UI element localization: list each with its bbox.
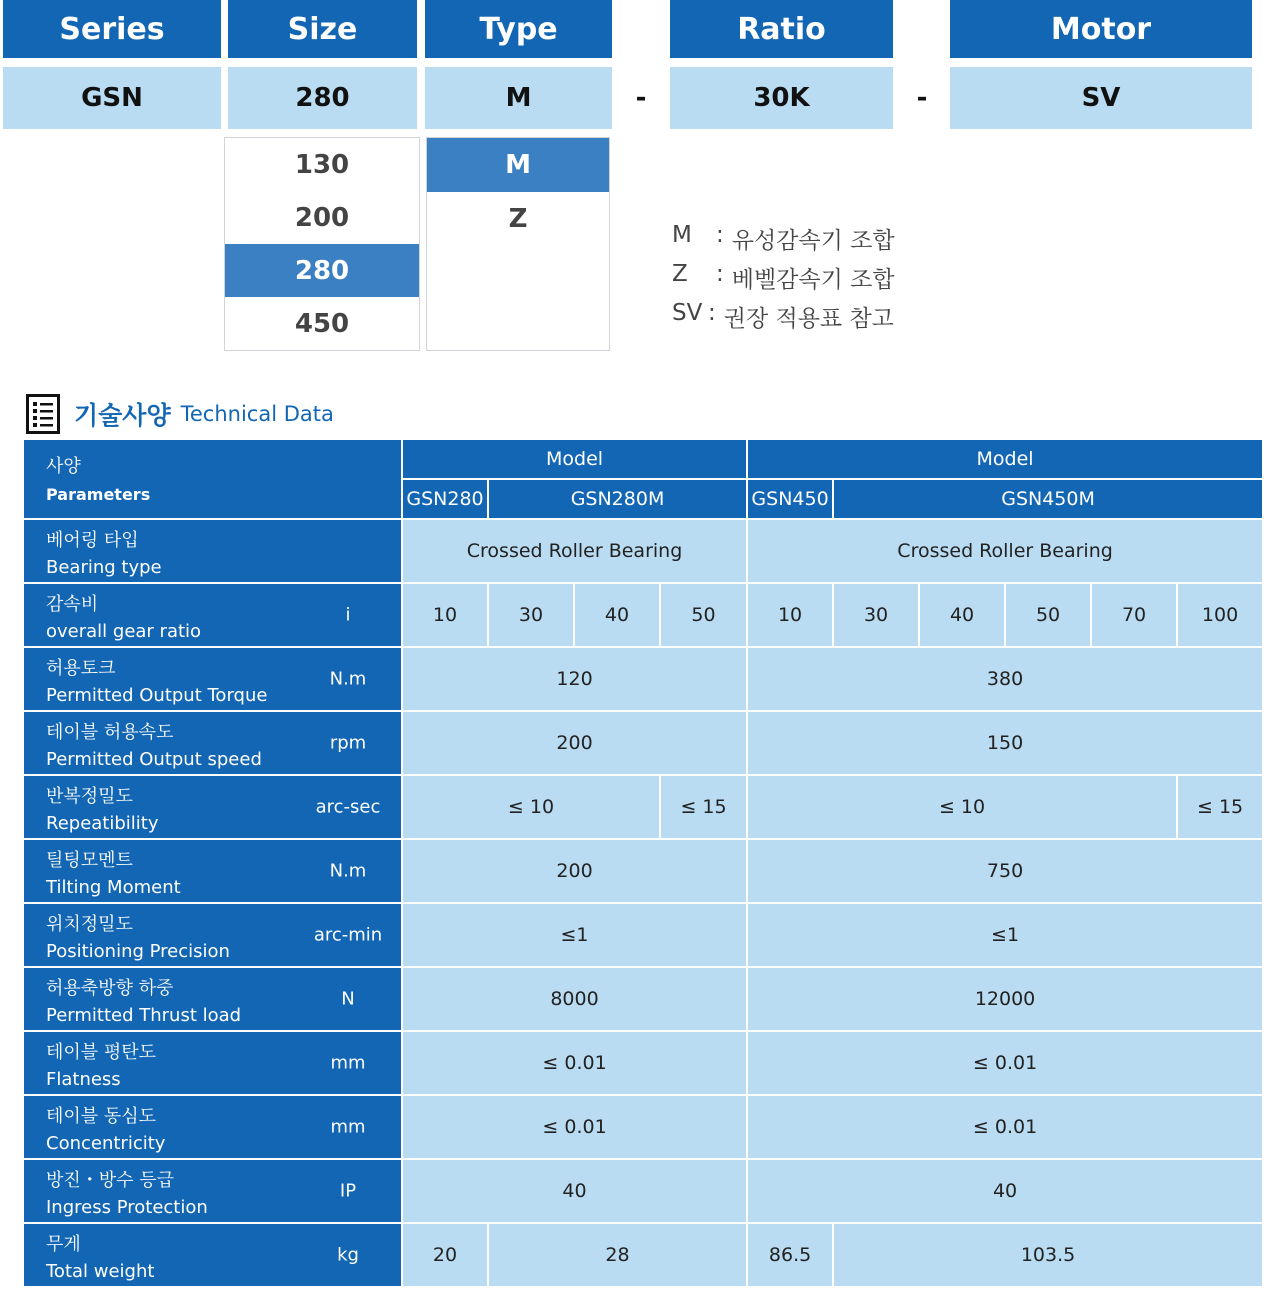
- technical-data-table: [22, 438, 1264, 1288]
- legend-sep: :: [716, 261, 724, 287]
- legend-text: 권장 적용표 참고: [723, 306, 894, 332]
- table-cell: ≤1: [747, 903, 1263, 967]
- param-label-ko: 허용토크: [46, 658, 116, 679]
- param-label-en: Flatness: [46, 1069, 121, 1090]
- size-option[interactable]: 200: [294, 202, 350, 233]
- table-row: [23, 647, 1263, 711]
- table-cell: 30: [833, 583, 919, 647]
- param-label-en: Permitted Output Torque: [46, 685, 268, 706]
- legend-item: [672, 261, 972, 300]
- table-cell: 200: [402, 839, 747, 903]
- param-unit: i: [345, 604, 351, 626]
- legend-sep: :: [716, 222, 724, 248]
- model-header: Model: [402, 439, 747, 479]
- table-cell: Crossed Roller Bearing: [402, 519, 747, 583]
- table-cell: Crossed Roller Bearing: [747, 519, 1263, 583]
- size-options-list: [224, 137, 420, 351]
- size-option[interactable]: 130: [294, 149, 350, 180]
- param-label-en: Ingress Protection: [46, 1197, 208, 1218]
- table-row: [23, 1159, 1263, 1223]
- table-cell: ≤ 0.01: [402, 1031, 747, 1095]
- param-label-en: Repeatibility: [46, 813, 159, 834]
- model-name: GSN280M: [488, 479, 747, 519]
- param-label-en: overall gear ratio: [46, 621, 202, 642]
- type-legend: [672, 222, 972, 339]
- param-label-en: Positioning Precision: [46, 941, 230, 962]
- separator-dash: -: [635, 83, 647, 113]
- legend-item: [672, 222, 972, 261]
- param-unit: arc-sec: [315, 796, 381, 818]
- param-label-en: Total weight: [46, 1261, 155, 1282]
- param-unit: mm: [330, 1116, 366, 1138]
- table-cell: 40: [402, 1159, 747, 1223]
- param-unit: N: [341, 988, 355, 1010]
- param-label-ko: 테이블 허용속도: [46, 722, 174, 743]
- table-cell: ≤ 10: [402, 775, 660, 839]
- parameters-header-en: Parameters: [46, 485, 151, 504]
- legend-item: [672, 300, 972, 339]
- table-cell: 10: [747, 583, 833, 647]
- table-cell: 200: [402, 711, 747, 775]
- motor-header: Motor: [950, 0, 1252, 58]
- size-header: Size: [228, 0, 417, 58]
- param-label: [23, 839, 402, 903]
- table-cell: 8000: [402, 967, 747, 1031]
- param-label-en: Permitted Thrust load: [46, 1005, 242, 1026]
- section-title: [26, 392, 334, 436]
- type-header: Type: [425, 0, 612, 58]
- parameters-header-ko: 사양: [46, 456, 81, 477]
- param-label: [23, 583, 402, 647]
- table-cell: 40: [574, 583, 660, 647]
- param-label-ko: 무게: [46, 1234, 81, 1255]
- table-row: [23, 519, 1263, 583]
- type-options-list: [426, 137, 610, 351]
- legend-sep: :: [708, 300, 716, 326]
- table-cell: ≤ 10: [747, 775, 1177, 839]
- size-value: 280: [228, 67, 417, 129]
- model-header: Model: [747, 439, 1263, 479]
- table-cell: ≤ 0.01: [402, 1095, 747, 1159]
- param-unit: N.m: [329, 668, 367, 690]
- param-label: [23, 711, 402, 775]
- table-cell: 750: [747, 839, 1263, 903]
- param-label-en: Tilting Moment: [46, 877, 181, 898]
- table-cell: ≤ 0.01: [747, 1031, 1263, 1095]
- table-cell: 12000: [747, 967, 1263, 1031]
- section-title-ko: 기술사양: [74, 401, 171, 430]
- param-label: [23, 775, 402, 839]
- series-header: Series: [3, 0, 221, 58]
- series-value: GSN: [3, 67, 221, 129]
- table-cell: 150: [747, 711, 1263, 775]
- table-cell: 30: [488, 583, 574, 647]
- param-label-ko: 베어링 타입: [46, 530, 139, 551]
- param-label: [23, 647, 402, 711]
- table-cell: 70: [1091, 583, 1177, 647]
- param-label: [23, 967, 402, 1031]
- legend-key: Z: [672, 261, 688, 287]
- table-row: [23, 1031, 1263, 1095]
- param-label: [23, 1223, 402, 1287]
- legend-key: M: [672, 222, 692, 248]
- table-cell: 100: [1177, 583, 1263, 647]
- legend-text: 베벨감속기 조합: [731, 267, 895, 293]
- table-cell: 50: [660, 583, 747, 647]
- param-label-en: Permitted Output speed: [46, 749, 262, 770]
- parameters-header: [23, 439, 402, 519]
- table-cell: 120: [402, 647, 747, 711]
- table-row: [23, 1095, 1263, 1159]
- table-cell: 103.5: [833, 1223, 1263, 1287]
- param-unit: IP: [339, 1180, 357, 1202]
- param-label: [23, 1159, 402, 1223]
- table-row: [23, 1223, 1263, 1287]
- param-label-en: Bearing type: [46, 557, 162, 578]
- table-row: [23, 583, 1263, 647]
- param-label-ko: 테이블 동심도: [46, 1106, 157, 1127]
- table-cell: ≤ 15: [660, 775, 747, 839]
- legend-key: SV: [672, 300, 703, 326]
- table-cell: ≤ 15: [1177, 775, 1263, 839]
- motor-value: SV: [950, 67, 1252, 129]
- model-name: GSN450M: [833, 479, 1263, 519]
- table-row: [23, 903, 1263, 967]
- table-cell: 86.5: [747, 1223, 833, 1287]
- ratio-value: 30K: [670, 67, 893, 129]
- param-label-ko: 틸팅모멘트: [46, 850, 133, 871]
- type-option[interactable]: Z: [508, 204, 528, 234]
- type-option-selected[interactable]: M: [427, 138, 609, 192]
- param-label-ko: 위치정밀도: [46, 914, 133, 935]
- param-unit: arc-min: [313, 924, 383, 946]
- size-option-selected[interactable]: 280: [225, 244, 419, 297]
- table-row: [23, 775, 1263, 839]
- table-cell: 28: [488, 1223, 747, 1287]
- table-cell: 40: [919, 583, 1005, 647]
- param-label: [23, 519, 402, 583]
- legend-text: 유성감속기 조합: [731, 228, 895, 254]
- table-cell: 10: [402, 583, 488, 647]
- param-label: [23, 1095, 402, 1159]
- param-label: [23, 903, 402, 967]
- section-title-en: Technical Data: [180, 402, 334, 426]
- table-row: [23, 967, 1263, 1031]
- model-name: GSN450: [747, 479, 833, 519]
- table-cell: 50: [1005, 583, 1091, 647]
- separator-dash: -: [916, 83, 928, 113]
- table-cell: ≤1: [402, 903, 747, 967]
- param-unit: N.m: [329, 860, 367, 882]
- param-label: [23, 1031, 402, 1095]
- document-list-icon: [26, 394, 60, 434]
- size-option[interactable]: 450: [294, 308, 350, 339]
- param-unit: rpm: [329, 732, 367, 754]
- type-value: M: [425, 67, 612, 129]
- model-name: GSN280: [402, 479, 488, 519]
- table-row: [23, 839, 1263, 903]
- param-label-ko: 감속비: [46, 594, 99, 615]
- table-cell: ≤ 0.01: [747, 1095, 1263, 1159]
- table-cell: 380: [747, 647, 1263, 711]
- param-label-ko: 반복정밀도: [46, 786, 133, 807]
- param-label-en: Concentricity: [46, 1133, 166, 1154]
- table-row: [23, 711, 1263, 775]
- param-label-ko: 방진・방수 등급: [46, 1170, 175, 1191]
- ratio-header: Ratio: [670, 0, 893, 58]
- param-label-ko: 허용축방향 하중: [46, 978, 174, 999]
- param-unit: mm: [330, 1052, 366, 1074]
- table-cell: 20: [402, 1223, 488, 1287]
- table-cell: 40: [747, 1159, 1263, 1223]
- param-label-ko: 테이블 평탄도: [46, 1042, 157, 1063]
- param-unit: kg: [337, 1244, 359, 1266]
